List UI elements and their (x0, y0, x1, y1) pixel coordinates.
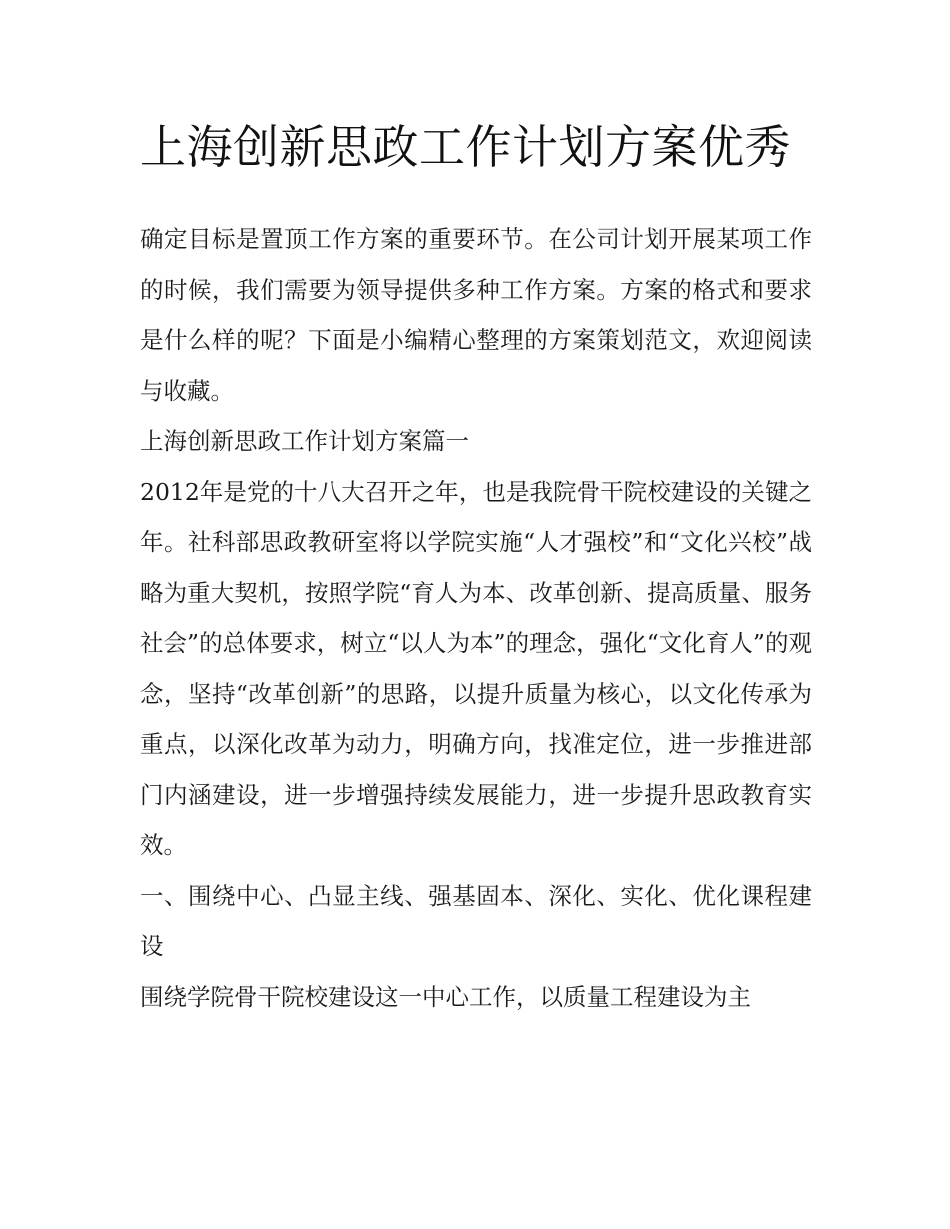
intro-paragraph: 确定目标是置顶工作方案的重要环节。在公司计划开展某项工作的时候，我们需要为领导提供多种工作方案。方案的格式和要求是什么样的呢？下面是小编精心整理的方案策划范文，欢迎阅读与收藏。 (140, 225, 812, 405)
body-paragraph-2: 围绕学院骨干院校建设这一中心工作，以质量工程建设为主 (140, 982, 751, 1011)
body-paragraph-1: 2012年是党的十八大召开之年，也是我院骨干院校建设的关键之年。社科部思政教研室将以学院实施“人才强校”和“文化兴校”战略为重大契机，按照学院“育人为本、改革创新、提高质量、服务社会”的总体要求，树立“以人为本”的理念，强化“文化育人”的观念，坚持“改革创新”的思路，以提升质量为核心，以文化传承为重点，以深化改革为动力，明确方向，找准定位，进一步推进部门内涵建设，进一步增强持续发展能力，进一步提升思政教育实效。 (140, 477, 812, 859)
document-body (140, 114, 812, 1022)
heading-one: 一、围绕中心、凸显主线、强基固本、深化、实化、优化课程建设 (140, 881, 812, 960)
document-title: 上海创新思政工作计划方案优秀 (140, 120, 791, 174)
section-title: 上海创新思政工作计划方案篇一 (140, 427, 469, 455)
